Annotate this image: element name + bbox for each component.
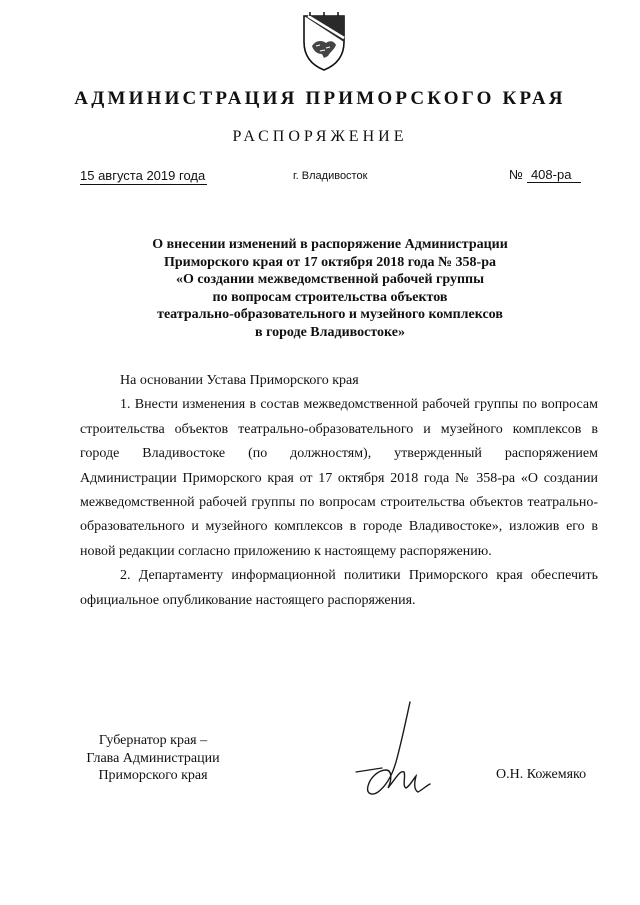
document-subject bbox=[120, 236, 540, 341]
handwritten-signature bbox=[352, 700, 432, 800]
coat-of-arms-icon bbox=[300, 12, 348, 72]
organization-title: АДМИНИСТРАЦИЯ ПРИМОРСКОГО КРАЯ bbox=[74, 88, 566, 109]
number-value: 408-ра bbox=[527, 167, 581, 183]
signer-position-line: Приморского края bbox=[98, 768, 208, 783]
document-body bbox=[80, 369, 598, 613]
signer-position-line: Глава Администрации bbox=[86, 750, 220, 766]
subject-line: О внесении изменений в распоряжение Администрации bbox=[152, 237, 508, 252]
subject-line: Приморского края от 17 октября 2018 года № 358-ра bbox=[163, 254, 496, 270]
signer-position-line: Губернатор края – bbox=[98, 733, 208, 748]
signer-position bbox=[78, 732, 228, 785]
subject-line: в городе Владивостоке» bbox=[255, 324, 405, 340]
item-1-paragraph: 1. Внести изменения в состав межведомственной рабочей группы по вопросам строительства объектов театрально-образовательного и музейного комплексов в городе Владивостоке (по должностям), утвержденный распоряжением Администрации Приморского края от 17 октября 2018 года № 358-ра «О создании межведомственной рабочей группы по вопросам строительства объектов театрально-образовательного и музейного комплексов в городе Владивостоке», изложив его в новой редакции согласно приложению к настоящему распоряжению. bbox=[80, 397, 598, 559]
document-type: РАСПОРЯЖЕНИЕ bbox=[232, 128, 408, 145]
intro-paragraph: На основании Устава Приморского края bbox=[120, 373, 359, 388]
subject-line: театрально-образовательного и музейного комплексов bbox=[157, 307, 503, 322]
subject-line: «О создании межведомственной рабочей группы bbox=[175, 272, 485, 287]
document-date: 15 августа 2019 года bbox=[80, 168, 206, 183]
document-city: г. Владивосток bbox=[293, 170, 368, 182]
document-number bbox=[509, 167, 581, 183]
subject-line: по вопросам строительства объектов bbox=[212, 289, 448, 305]
signer-name: О.Н. Кожемяко bbox=[496, 767, 587, 782]
number-prefix: № bbox=[509, 167, 523, 182]
item-2-paragraph: 2. Департаменту информационной политики Приморского края обеспечить официальное опубликование настоящего распоряжения. bbox=[80, 568, 598, 608]
